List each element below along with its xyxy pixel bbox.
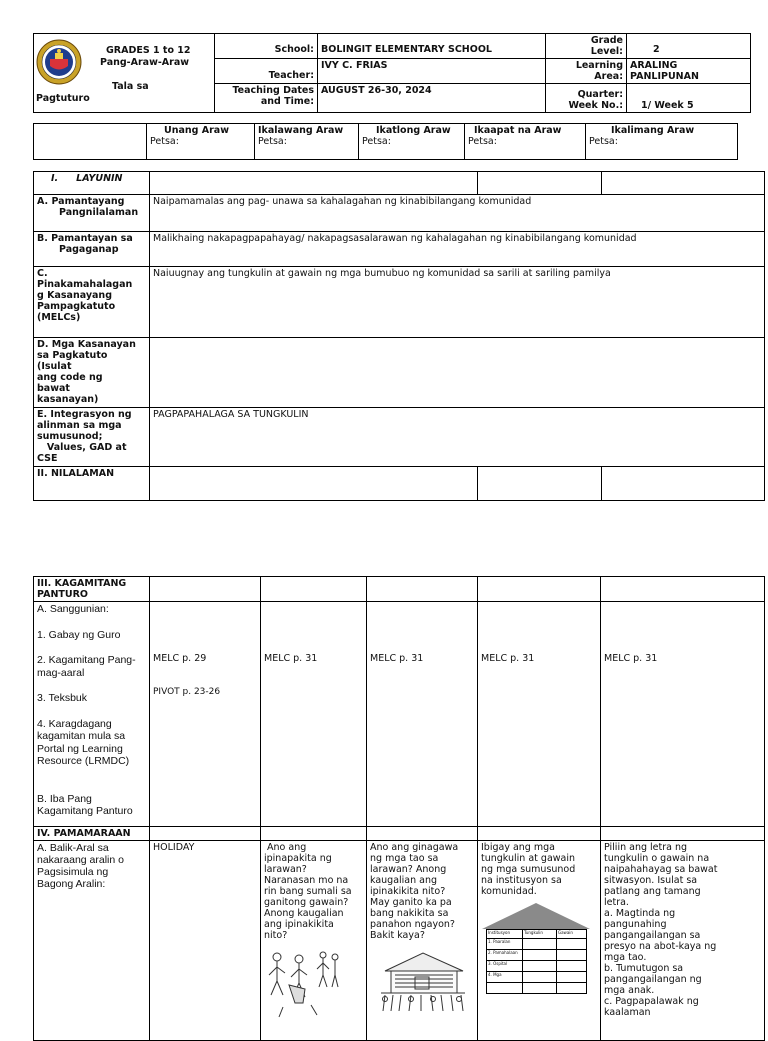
- inst-row-1-c3: [557, 950, 587, 961]
- day-3-petsa: Petsa:: [362, 136, 391, 147]
- sanggunian-label: A. Sanggunian:: [37, 603, 109, 615]
- dates-value: AUGUST 26-30, 2024: [318, 84, 546, 113]
- day-3-label: Ikatlong Araw: [376, 125, 451, 136]
- d5-line-7: pangunahing: [604, 919, 667, 930]
- teacher-value: IVY C. FRIAS: [318, 59, 546, 84]
- days-table: [33, 123, 738, 160]
- quarter-label-line2: Week No.:: [568, 100, 623, 111]
- int-line-1: alinman sa mga: [37, 420, 122, 431]
- d5-line-5: letra.: [604, 897, 629, 908]
- pivot-day-1: PIVOT p. 23-26: [153, 687, 221, 697]
- d5-line-11: b. Tumutugon sa: [604, 963, 684, 974]
- days-blank-cell: [34, 124, 147, 160]
- pam-blank-1: [150, 827, 261, 841]
- d2-line-8: nito?: [264, 930, 288, 941]
- kas-line-3: ang code ng: [37, 372, 103, 383]
- pam-blank-5: [601, 827, 765, 841]
- d4-line-0: Ibigay ang mga: [481, 842, 555, 853]
- pamantayan-pagaganap-label: [34, 232, 150, 267]
- d3-line-5: May ganito ka pa: [370, 897, 452, 908]
- kas-line-4: bawat: [37, 383, 70, 394]
- inst-row-2: 3. Ospital: [487, 961, 523, 972]
- pn-line2: Pangnilalaman: [59, 207, 139, 218]
- d5-line-2: naipahahayag sa bawat: [604, 864, 718, 875]
- kag-blank-1: [150, 577, 261, 602]
- kag-blank-4: [478, 577, 601, 602]
- d4-line-4: komunidad.: [481, 886, 537, 897]
- kasanayan-label: [34, 338, 150, 408]
- pam-blank-4: [478, 827, 601, 841]
- gabay-label: 1. Gabay ng Guro: [37, 628, 121, 641]
- kas-line-5: kasanayan): [37, 394, 99, 405]
- inst-row-4-c2: [523, 983, 557, 994]
- inst-header-2: Gawain: [557, 930, 587, 939]
- d5-line-4: patlang ang tamang: [604, 886, 701, 897]
- area-label: [546, 59, 627, 84]
- d4-line-3: na institusyon sa: [481, 875, 562, 886]
- karag-line-1: kagamitan mula sa: [37, 730, 126, 742]
- d5-line-0: Piliin ang letra ng: [604, 842, 688, 853]
- d3-line-2: larawan? Anong: [370, 864, 447, 875]
- pp-line2: Pagaganap: [59, 244, 119, 255]
- layunin-table: [33, 171, 765, 501]
- inst-row-1: 2. Pamahalaan: [487, 950, 523, 961]
- inst-row-1-c2: [523, 950, 557, 961]
- d3-line-4: ipinakikita nito?: [370, 886, 446, 897]
- ba-line-2: Pagsisimula ng: [37, 866, 109, 878]
- pamamaraan-title: IV. PAMAMARAAN: [34, 827, 150, 841]
- melc-line-0: C.: [37, 268, 48, 279]
- inst-row-0-c3: [557, 939, 587, 950]
- d5-line-8: pangangailangan sa: [604, 930, 701, 941]
- day-5-cell: [586, 124, 738, 160]
- layunin-title: LAYUNIN: [76, 173, 123, 184]
- day-3-cell: [359, 124, 465, 160]
- institusyon-table: [486, 929, 587, 994]
- area-label-line1: Learning: [575, 60, 623, 71]
- kasanayan-value: [150, 338, 765, 408]
- d5-line-12: pangangailangan ng: [604, 974, 702, 985]
- header-tala-sa: Tala sa: [112, 81, 149, 92]
- int-line-4: CSE: [37, 453, 58, 464]
- inst-row-2-c3: [557, 961, 587, 972]
- day-1-petsa: Petsa:: [150, 136, 179, 147]
- pam-blank-3: [367, 827, 478, 841]
- karag-line-3: Resource (LRMDC): [37, 755, 130, 767]
- day-1-cell: [147, 124, 255, 160]
- gabay-day-2: MELC p. 31: [264, 653, 318, 664]
- dates-label-line1: Teaching Dates: [232, 85, 314, 96]
- kag-title-2: PANTURO: [37, 589, 88, 600]
- melc-line-4: (MELCs): [37, 312, 81, 323]
- kag-day-4: [478, 602, 601, 827]
- layunin-num: I.: [51, 173, 59, 184]
- day-1-label: Unang Araw: [164, 125, 229, 136]
- area-value: [627, 59, 751, 84]
- inst-row-4: [487, 983, 523, 994]
- d4-line-2: ng mga sumusunod: [481, 864, 576, 875]
- inst-row-3-c2: [523, 972, 557, 983]
- nilalaman-blank-1: [150, 467, 478, 501]
- iba-line2: Kagamitang Panturo: [37, 805, 133, 817]
- inst-header-1: Tungkulin: [523, 930, 557, 939]
- kag-blank-5: [601, 577, 765, 602]
- teacher-label: Teacher:: [215, 59, 318, 84]
- school-label: School:: [215, 34, 318, 59]
- d2-line-1: ipinapakita ng: [264, 853, 332, 864]
- kagamitan-table: [33, 576, 765, 1041]
- dates-label-line2: and Time:: [260, 96, 314, 107]
- kagamitan-title: [34, 577, 150, 602]
- d2-line-4: rin bang sumali sa: [264, 886, 352, 897]
- balik-aral-day-1: HOLIDAY: [150, 841, 261, 1041]
- balik-aral-day-2: [261, 841, 367, 1041]
- pamantayan-pagaganap-value: Malikhaing nakapagpapahayag/ nakapagsasalarawan ng kahalagahan ng kinabibilangang komunidad: [150, 232, 765, 267]
- karag-line-2: Portal ng Learning: [37, 742, 123, 755]
- header-grades: GRADES 1 to 12: [106, 45, 191, 56]
- kas-line-2: (Isulat: [37, 361, 72, 372]
- melc-line-2: g Kasanayang: [37, 290, 112, 301]
- layunin-title-cell: [34, 172, 150, 195]
- d3-line-3: kaugalian ang: [370, 875, 438, 886]
- d2-line-2: larawan?: [264, 864, 307, 875]
- d2-line-6: Anong kaugalian: [264, 908, 344, 919]
- area-value-line1: ARALING: [630, 60, 678, 71]
- inst-row-3: 4. Mga: [487, 972, 523, 983]
- ba-line-3: Bagong Aralin:: [37, 878, 106, 890]
- roof-shape-icon: [482, 903, 590, 929]
- d5-line-13: mga anak.: [604, 985, 655, 996]
- d5-line-10: mga tao.: [604, 952, 647, 963]
- ba-line-0: A. Balik-Aral sa: [37, 842, 109, 854]
- balik-aral-day-4: [478, 841, 601, 1041]
- inst-row-4-c3: [557, 983, 587, 994]
- day-5-petsa: Petsa:: [589, 136, 618, 147]
- day-4-cell: [465, 124, 586, 160]
- melc-line-3: Pampagkatuto: [37, 301, 116, 312]
- pam-blank-2: [261, 827, 367, 841]
- kag-day-5: [601, 602, 765, 827]
- nilalaman-blank-3: [602, 467, 765, 501]
- gabay-day-4: MELC p. 31: [481, 653, 535, 664]
- nilalaman-blank-2: [478, 467, 602, 501]
- sanggunian-cell: [34, 602, 150, 827]
- pn-line1: A. Pamantayang: [37, 196, 125, 207]
- d5-line-14: c. Pagpapalawak ng: [604, 996, 699, 1007]
- kag-day-1: [150, 602, 261, 827]
- pang-mag-line2: mag-aaral: [37, 666, 85, 679]
- dates-label: [215, 84, 318, 113]
- d5-line-15: kaalaman: [604, 1007, 651, 1018]
- day-2-petsa: Petsa:: [258, 136, 287, 147]
- kas-line-0: D. Mga Kasanayan: [37, 339, 136, 350]
- header-table: [33, 33, 751, 113]
- grade-label: [546, 34, 627, 59]
- melc-label: [34, 267, 150, 338]
- teksbuk-label: 3. Teksbuk: [37, 692, 88, 704]
- d3-line-8: Bakit kaya?: [370, 930, 425, 941]
- melc-line-1: Pinakamahalagan: [37, 279, 133, 290]
- header-pagtuturo: Pagtuturo: [36, 93, 90, 104]
- ba-line-1: nakaraang aralin o: [37, 854, 124, 866]
- melc-value: Naiuugnay ang tungkulin at gawain ng mga bumubuo ng komunidad sa sarili at sariling pamilya: [150, 267, 765, 338]
- institusyon-worksheet: [482, 903, 590, 1003]
- d4-line-1: tungkulin at gawain: [481, 853, 576, 864]
- integrasyon-value: PAGPAPAHALAGA SA TUNGKULIN: [150, 408, 765, 467]
- karag-line-0: 4. Karagdagang: [37, 717, 112, 730]
- d2-line-3: Naranasan mo na: [264, 875, 349, 886]
- quarter-value: 1/ Week 5: [627, 84, 751, 113]
- d2-line-7: ang ipinakikita: [264, 919, 334, 930]
- balik-aral-label: [34, 841, 150, 1041]
- quarter-label-line1: Quarter:: [577, 89, 623, 100]
- area-label-line2: Area:: [594, 71, 623, 82]
- d5-line-1: tungkulin o gawain na: [604, 853, 710, 864]
- school-value: BOLINGIT ELEMENTARY SCHOOL: [318, 34, 546, 59]
- area-value-line2: PANLIPUNAN: [630, 71, 699, 82]
- d5-line-3: sitwasyon. Isulat sa: [604, 875, 698, 886]
- inst-row-3-c3: [557, 972, 587, 983]
- int-line-3: Values, GAD at: [37, 442, 127, 453]
- d5-line-6: a. Magtinda ng: [604, 908, 676, 919]
- inst-header-0: Institusyon: [487, 930, 523, 939]
- day-2-label: Ikalawang Araw: [258, 125, 344, 136]
- pang-mag-line1: 2. Kagamitang Pang-: [37, 654, 136, 666]
- integrasyon-label: [34, 408, 150, 467]
- inst-row-0-c2: [523, 939, 557, 950]
- quarter-label: [546, 84, 627, 113]
- layunin-blank-3: [602, 172, 765, 195]
- community-cleanup-illustration: [265, 949, 345, 1019]
- day-4-petsa: Petsa:: [468, 136, 497, 147]
- kag-day-3: [367, 602, 478, 827]
- pamantayang-nilalaman-value: Naipamamalas ang pag- unawa sa kahalagahan ng kinabibilangang komunidad: [150, 195, 765, 232]
- deped-seal-icon: [36, 39, 82, 85]
- d3-line-7: panahon ngayon?: [370, 919, 455, 930]
- d2-line-5: ganitong gawain?: [264, 897, 349, 908]
- int-line-2: sumusunod;: [37, 431, 103, 442]
- layunin-blank-1: [150, 172, 478, 195]
- inst-row-0: 1. Paaralan: [487, 939, 523, 950]
- kas-line-1: sa Pagkatuto: [37, 350, 108, 361]
- gabay-day-5: MELC p. 31: [604, 653, 658, 664]
- d3-line-6: bang nakikita sa: [370, 908, 449, 919]
- d3-line-1: ng mga tao sa: [370, 853, 439, 864]
- kag-title-1: III. KAGAMITANG: [37, 578, 127, 589]
- header-logo-cell: [34, 34, 215, 113]
- d5-line-9: presyo na abot-kaya ng: [604, 941, 717, 952]
- gabay-day-3: MELC p. 31: [370, 653, 424, 664]
- int-line-0: E. Integrasyon ng: [37, 409, 132, 420]
- bayanihan-illustration: [371, 949, 475, 1015]
- d2-line-0: Ano ang: [264, 842, 307, 853]
- pp-line1: B. Pamantayan sa: [37, 233, 133, 244]
- d3-line-0: Ano ang ginagawa: [370, 842, 459, 853]
- inst-row-2-c2: [523, 961, 557, 972]
- header-pang-araw: Pang-Araw-Araw: [100, 57, 190, 68]
- grade-label-line2: Level:: [590, 46, 623, 57]
- nilalaman-label: II. NILALAMAN: [34, 467, 150, 501]
- day-5-label: Ikalimang Araw: [611, 125, 695, 136]
- pamantayang-nilalaman-label: [34, 195, 150, 232]
- balik-aral-day-3: [367, 841, 478, 1041]
- day-2-cell: [255, 124, 359, 160]
- iba-line1: B. Iba Pang: [37, 792, 92, 805]
- kag-day-2: [261, 602, 367, 827]
- grade-label-line1: Grade: [590, 35, 623, 46]
- day-4-label: Ikaapat na Araw: [474, 125, 562, 136]
- grade-value: 2: [627, 34, 751, 59]
- kag-blank-2: [261, 577, 367, 602]
- layunin-blank-2: [478, 172, 602, 195]
- kag-blank-3: [367, 577, 478, 602]
- gabay-day-1: MELC p. 29: [153, 653, 207, 664]
- balik-aral-day-5: [601, 841, 765, 1041]
